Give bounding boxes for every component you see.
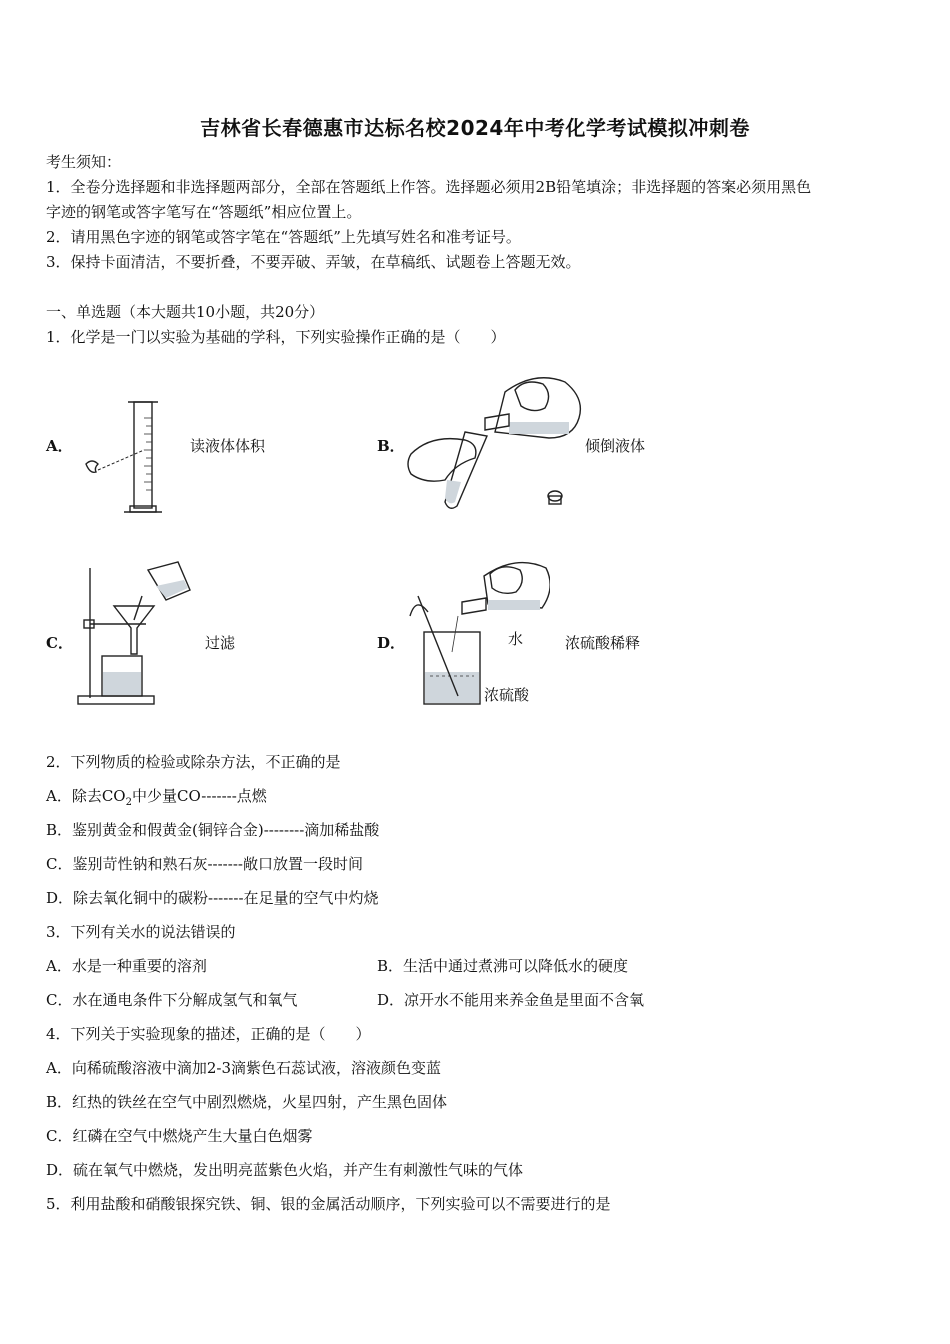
question-1-stem: 1．化学是一门以实验为基础的学科，下列实验操作正确的是（ ） <box>46 328 506 346</box>
q4-option-c: C．红磷在空气中燃烧产生大量白色烟雾 <box>46 1127 313 1145</box>
question-2-stem: 2．下列物质的检验或除杂方法，不正确的是 <box>46 753 341 771</box>
q3-option-a: A．水是一种重要的溶剂 <box>46 957 207 975</box>
q1-option-a-caption: 读液体体积 <box>190 437 266 455</box>
filtration-figure <box>76 560 196 708</box>
notice-item-3: 3．保持卡面清洁，不要折叠，不要弄破、弄皱，在草稿纸、试题卷上答题无效。 <box>46 253 581 271</box>
q3-option-d: D．凉开水不能用来养金鱼是里面不含氧 <box>377 991 645 1009</box>
q4-option-a: A．向稀硫酸溶液中滴加2-3滴紫色石蕊试液，溶液颜色变蓝 <box>46 1059 441 1077</box>
q2-option-a-post: 中少量CO-------点燃 <box>131 787 267 805</box>
q2-option-b: B．鉴别黄金和假黄金(铜锌合金)--------滴加稀盐酸 <box>46 821 380 839</box>
question-3-stem: 3．下列有关水的说法错误的 <box>46 923 236 941</box>
question-5-stem: 5．利用盐酸和硝酸银探究铁、铜、银的金属活动顺序，下列实验可以不需要进行的是 <box>46 1195 611 1213</box>
q1-option-d-label: D． <box>377 634 406 652</box>
acid-note: 浓硫酸 <box>484 686 530 704</box>
q1-option-c-label: C． <box>46 634 73 652</box>
q1-option-a-label: A． <box>46 437 73 455</box>
graduated-cylinder-figure <box>78 398 173 518</box>
q2-option-a-pre: A．除去CO <box>46 787 126 805</box>
q4-option-d: D．硫在氧气中燃烧，发出明亮蓝紫色火焰，并产生有刺激性气味的气体 <box>46 1161 524 1179</box>
q3-option-b: B．生活中通过煮沸可以降低水的硬度 <box>377 957 629 975</box>
notice-item-1-cont: 字迹的钢笔或答字笔写在“答题纸”相应位置上。 <box>46 203 362 221</box>
notice-item-1: 1．全卷分选择题和非选择题两部分，全部在答题纸上作答。选择题必须用2B铅笔填涂；非选择题的答案必须用黑色 <box>46 178 812 196</box>
q1-option-b-label: B． <box>377 437 405 455</box>
notice-item-2: 2．请用黑色字迹的钢笔或答字笔在“答题纸”上先填写姓名和准考证号。 <box>46 228 521 246</box>
pouring-liquid-figure <box>405 370 583 515</box>
page-title: 吉林省长春德惠市达标名校2024年中考化学考试模拟冲刺卷 <box>200 116 750 140</box>
notice-heading: 考生须知： <box>46 153 122 171</box>
q2-option-c: C．鉴别苛性钠和熟石灰-------敞口放置一段时间 <box>46 855 363 873</box>
water-note: 水 <box>508 630 524 648</box>
q2-option-a-sub: 2 <box>125 797 132 808</box>
q3-option-c: C．水在通电条件下分解成氢气和氧气 <box>46 991 298 1009</box>
q1-option-c-caption: 过滤 <box>205 634 236 652</box>
question-4-stem: 4．下列关于实验现象的描述，正确的是（ ） <box>46 1025 371 1043</box>
q2-option-a <box>46 786 267 813</box>
q1-option-d-caption: 浓硫酸稀释 <box>565 634 641 652</box>
q4-option-b: B．红热的铁丝在空气中剧烈燃烧，火星四射，产生黑色固体 <box>46 1093 448 1111</box>
q2-option-d: D．除去氧化铜中的碳粉-------在足量的空气中灼烧 <box>46 889 379 907</box>
q1-option-b-caption: 倾倒液体 <box>585 437 646 455</box>
section-heading: 一、单选题（本大题共10小题，共20分） <box>46 303 325 321</box>
